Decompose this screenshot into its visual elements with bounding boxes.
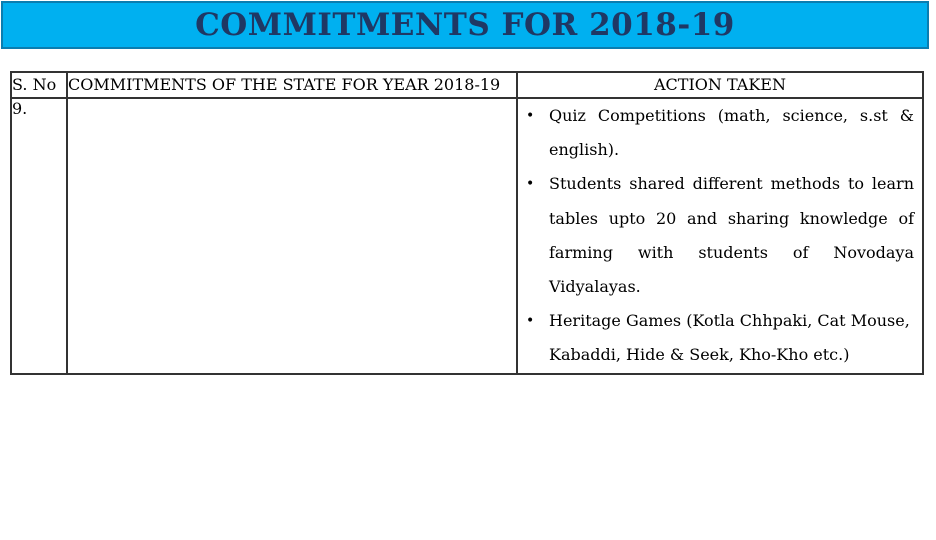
action-item-tables bbox=[518, 167, 922, 304]
action-text: Quiz Competitions (math, science, s.st & english). bbox=[549, 106, 914, 160]
table-row bbox=[11, 98, 923, 374]
bullet-icon: • bbox=[526, 313, 535, 330]
cell-action-taken bbox=[517, 98, 923, 374]
cell-sno: 9. bbox=[11, 98, 67, 374]
action-text: Students shared different methods to learn tables upto 20 and sharing knowledge of farming with students of Novodaya Vidyalayas. bbox=[549, 174, 914, 297]
cell-commitment bbox=[67, 98, 517, 374]
commitments-table bbox=[10, 71, 924, 375]
action-item-heritage-games bbox=[518, 304, 922, 372]
header-action-taken: ACTION TAKEN bbox=[517, 72, 923, 98]
action-text: Heritage Games (Kotla Chhpaki, Cat Mouse, Kabaddi, Hide & Seek, Kho-Kho etc.) bbox=[549, 311, 910, 365]
page-title: COMMITMENTS FOR 2018-19 bbox=[195, 7, 735, 43]
header-sno: S. No bbox=[11, 72, 67, 98]
header-commitment: COMMITMENTS OF THE STATE FOR YEAR 2018-19 bbox=[67, 72, 517, 98]
action-item-quiz bbox=[518, 99, 922, 167]
table-header-row bbox=[11, 72, 923, 98]
bullet-icon: • bbox=[526, 176, 535, 193]
title-banner bbox=[1, 1, 929, 49]
bullet-icon: • bbox=[526, 108, 535, 124]
action-list bbox=[518, 99, 922, 373]
